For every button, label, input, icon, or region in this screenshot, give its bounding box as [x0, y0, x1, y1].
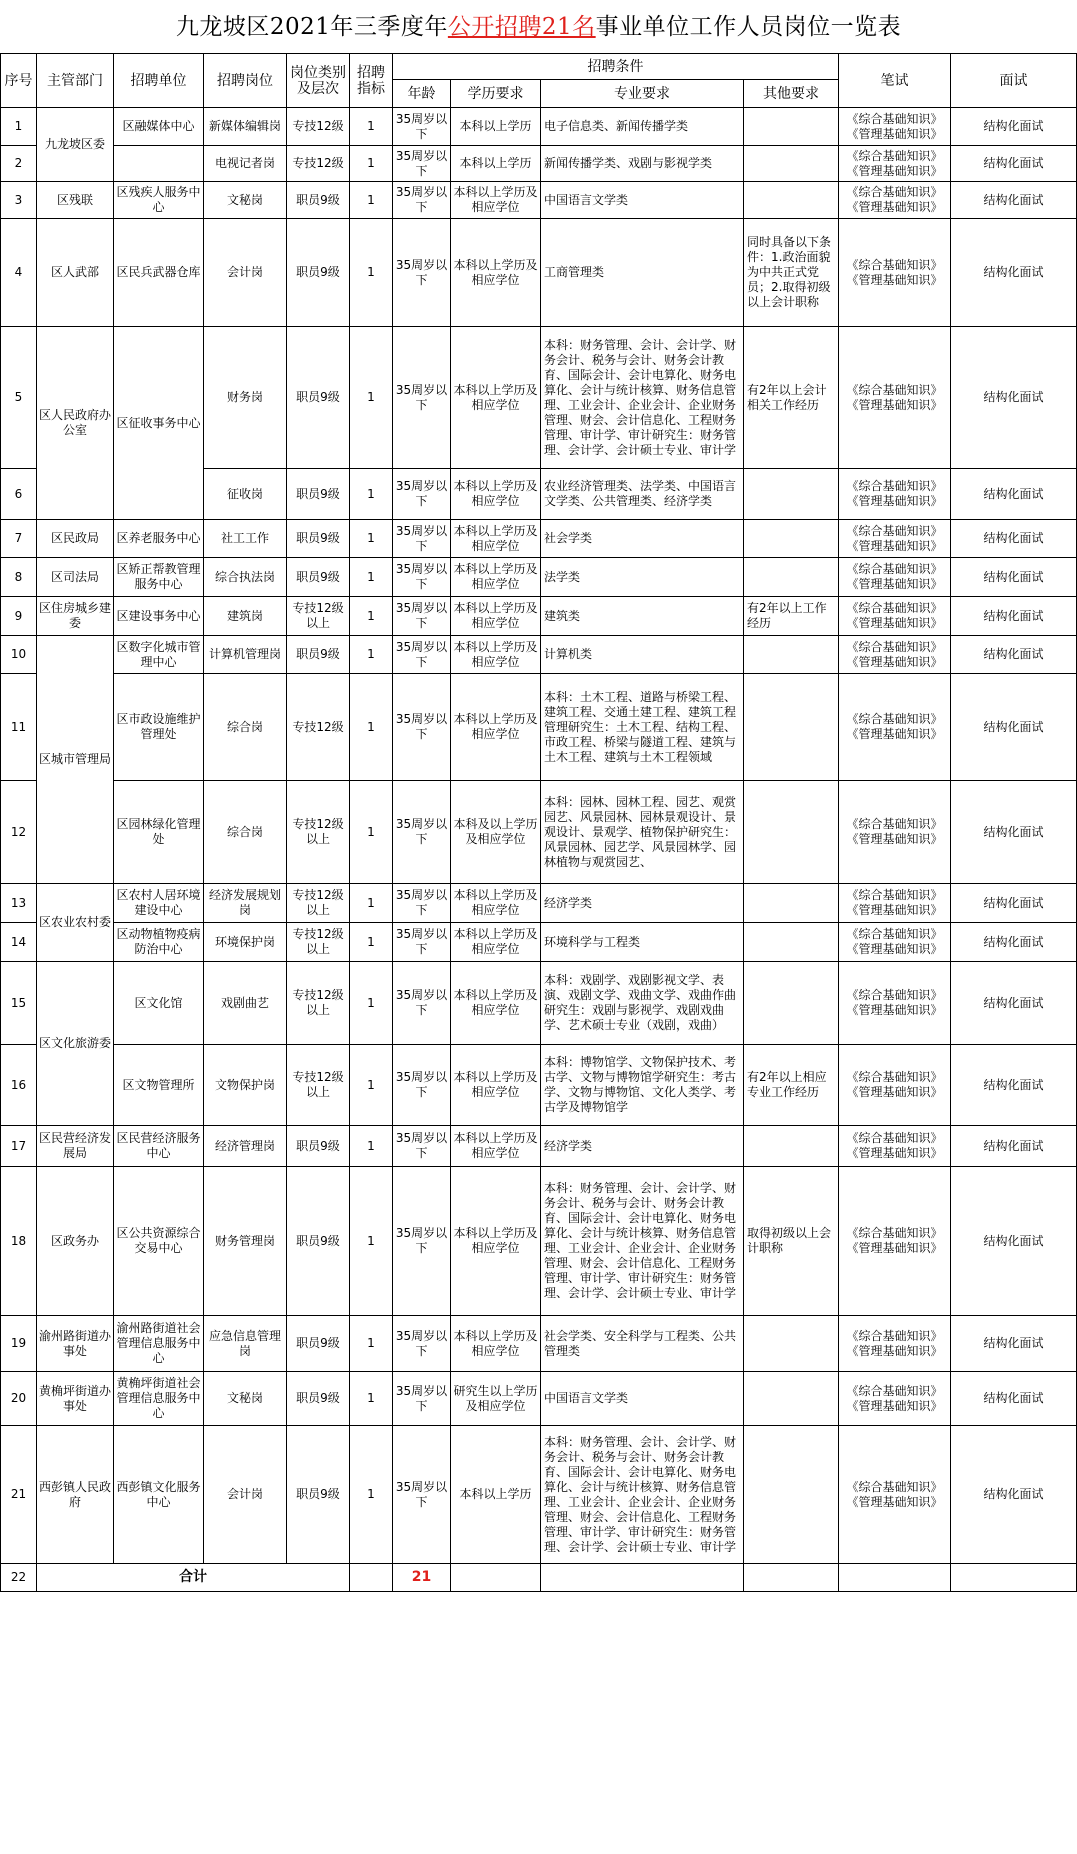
row-education: 本科以上学历及相应学位: [451, 1045, 541, 1126]
row-dept: 九龙坡区委: [37, 108, 114, 182]
row-other: [744, 1126, 839, 1167]
row-count: 1: [350, 1426, 393, 1564]
row-education: 本科以上学历及相应学位: [451, 219, 541, 327]
row-dept: 渝州路街道办事处: [37, 1316, 114, 1372]
row-post: 环境保护岗: [204, 923, 287, 962]
row-interview: 结构化面试: [951, 884, 1077, 923]
row-post: 文秘岗: [204, 182, 287, 219]
row-count: 1: [350, 1126, 393, 1167]
title-suffix: 事业单位工作人员岗位一览表: [595, 14, 902, 40]
row-other: [744, 781, 839, 884]
total-empty-cell: [541, 1564, 744, 1592]
row-age: 35周岁以下: [393, 1045, 451, 1126]
row-post: 应急信息管理岗: [204, 1316, 287, 1372]
row-other: [744, 469, 839, 520]
row-other: 有2年以上会计相关工作经历: [744, 327, 839, 469]
row-written: 《综合基础知识》《管理基础知识》: [839, 219, 951, 327]
table-row: [1, 1167, 1077, 1316]
row-category: 职员9级: [287, 469, 350, 520]
row-count: 1: [350, 597, 393, 636]
row-age: 35周岁以下: [393, 884, 451, 923]
row-unit: 区建设事务中心: [114, 597, 204, 636]
row-interview: 结构化面试: [951, 636, 1077, 674]
row-major: 本科：财务管理、会计、会计学、财务会计、税务与会计、财务会计教育、国际会计、会计电算化、财务电算化、会计与统计核算、财务信息管理、工业会计、企业会计、企业财务管理、财会、会计信息化、工程财务管理、审计学、审计研究生：财务管理、会计学、会计硕士专业、审计学: [541, 1167, 744, 1316]
row-written: 《综合基础知识》《管理基础知识》: [839, 520, 951, 558]
row-written: 《综合基础知识》《管理基础知识》: [839, 1167, 951, 1316]
row-age: 35周岁以下: [393, 108, 451, 146]
row-category: 专技12级: [287, 108, 350, 146]
row-index: 18: [1, 1167, 37, 1316]
table-row: [1, 108, 1077, 146]
row-category: 专技12级: [287, 674, 350, 781]
row-dept: 区民政局: [37, 520, 114, 558]
row-dept: 西彭镇人民政府: [37, 1426, 114, 1564]
table-row: [1, 674, 1077, 781]
row-unit: 区文化馆: [114, 962, 204, 1045]
row-other: 有2年以上相应专业工作经历: [744, 1045, 839, 1126]
row-category: 职员9级: [287, 1167, 350, 1316]
row-major: 本科：博物馆学、文物保护技术、考古学、文物与博物馆学研究生：考古学、文物与博物馆、文化人类学、考古学及博物馆学: [541, 1045, 744, 1126]
row-category: 职员9级: [287, 1372, 350, 1426]
row-interview: 结构化面试: [951, 674, 1077, 781]
total-empty-cell: [951, 1564, 1077, 1592]
row-age: 35周岁以下: [393, 327, 451, 469]
row-major: 经济学类: [541, 884, 744, 923]
row-age: 35周岁以下: [393, 781, 451, 884]
row-education: 本科以上学历及相应学位: [451, 520, 541, 558]
row-unit: 区园林绿化管理处: [114, 781, 204, 884]
table-row: [1, 884, 1077, 923]
row-index: 16: [1, 1045, 37, 1126]
table-body: [1, 108, 1077, 1592]
row-count: 1: [350, 781, 393, 884]
row-education: 本科以上学历: [451, 1426, 541, 1564]
row-interview: 结构化面试: [951, 1126, 1077, 1167]
row-major: 法学类: [541, 558, 744, 597]
row-age: 35周岁以下: [393, 674, 451, 781]
row-count: 1: [350, 182, 393, 219]
row-category: 职员9级: [287, 520, 350, 558]
row-unit: 区民营经济服务中心: [114, 1126, 204, 1167]
row-age: 35周岁以下: [393, 558, 451, 597]
row-written: 《综合基础知识》《管理基础知识》: [839, 884, 951, 923]
row-major: 本科：财务管理、会计、会计学、财务会计、税务与会计、财务会计教育、国际会计、会计电算化、财务电算化、会计与统计核算、财务信息管理、工业会计、企业会计、企业财务管理、财会、会计信息化、工程财务管理、审计学、审计研究生：财务管理、会计学、会计硕士专业、审计学: [541, 327, 744, 469]
row-education: 本科以上学历及相应学位: [451, 1316, 541, 1372]
row-education: 本科以上学历及相应学位: [451, 1126, 541, 1167]
row-written: 《综合基础知识》《管理基础知识》: [839, 1316, 951, 1372]
row-dept: 区司法局: [37, 558, 114, 597]
header-count: 招聘指标: [350, 54, 393, 108]
row-age: 35周岁以下: [393, 923, 451, 962]
row-count: 1: [350, 327, 393, 469]
row-dept: 区住房城乡建委: [37, 597, 114, 636]
row-dept: 区民营经济发展局: [37, 1126, 114, 1167]
row-count: 1: [350, 146, 393, 182]
row-index: 11: [1, 674, 37, 781]
row-education: 本科以上学历及相应学位: [451, 923, 541, 962]
row-written: 《综合基础知识》《管理基础知识》: [839, 469, 951, 520]
table-row: [1, 219, 1077, 327]
row-post: 财务岗: [204, 327, 287, 469]
header-interview: 面试: [951, 54, 1077, 108]
table-row: [1, 1316, 1077, 1372]
row-category: 职员9级: [287, 1426, 350, 1564]
table-row: [1, 962, 1077, 1045]
row-count: 1: [350, 1316, 393, 1372]
row-education: 本科以上学历及相应学位: [451, 1167, 541, 1316]
table-row: [1, 781, 1077, 884]
row-education: 本科以上学历及相应学位: [451, 674, 541, 781]
row-post: 会计岗: [204, 1426, 287, 1564]
row-interview: 结构化面试: [951, 597, 1077, 636]
row-unit: 区残疾人服务中心: [114, 182, 204, 219]
row-other: [744, 884, 839, 923]
row-education: 本科以上学历及相应学位: [451, 597, 541, 636]
row-other: 取得初级以上会计职称: [744, 1167, 839, 1316]
row-interview: 结构化面试: [951, 558, 1077, 597]
row-post: 综合岗: [204, 674, 287, 781]
row-count: 1: [350, 469, 393, 520]
row-written: 《综合基础知识》《管理基础知识》: [839, 108, 951, 146]
row-written: 《综合基础知识》《管理基础知识》: [839, 146, 951, 182]
row-major: 农业经济管理类、法学类、中国语言文学类、公共管理类、经济学类: [541, 469, 744, 520]
row-major: 环境科学与工程类: [541, 923, 744, 962]
row-unit: 区动物植物疫病防治中心: [114, 923, 204, 962]
row-count: 1: [350, 219, 393, 327]
row-post: 文物保护岗: [204, 1045, 287, 1126]
row-interview: 结构化面试: [951, 182, 1077, 219]
row-dept: 区城市管理局: [37, 636, 114, 884]
total-empty-cell: [744, 1564, 839, 1592]
row-other: [744, 182, 839, 219]
row-major: 工商管理类: [541, 219, 744, 327]
total-category: [350, 1564, 393, 1592]
row-unit: 黄桷坪街道社会管理信息服务中心: [114, 1372, 204, 1426]
row-age: 35周岁以下: [393, 1126, 451, 1167]
row-interview: 结构化面试: [951, 469, 1077, 520]
row-unit: 区数字化城市管理中心: [114, 636, 204, 674]
row-education: 本科以上学历及相应学位: [451, 636, 541, 674]
row-written: 《综合基础知识》《管理基础知识》: [839, 636, 951, 674]
title-prefix: 九龙坡区2021年三季度年: [175, 14, 448, 40]
row-category: 专技12级以上: [287, 1045, 350, 1126]
row-index: 5: [1, 327, 37, 469]
row-interview: 结构化面试: [951, 1316, 1077, 1372]
row-index: 6: [1, 469, 37, 520]
row-unit: [114, 146, 204, 182]
row-post: 社工工作: [204, 520, 287, 558]
row-education: 研究生以上学历及相应学位: [451, 1372, 541, 1426]
row-post: 会计岗: [204, 219, 287, 327]
row-post: 综合岗: [204, 781, 287, 884]
row-unit: 渝州路街道社会管理信息服务中心: [114, 1316, 204, 1372]
row-dept: 区文化旅游委: [37, 962, 114, 1126]
row-education: 本科以上学历及相应学位: [451, 962, 541, 1045]
row-other: [744, 108, 839, 146]
row-major: 电子信息类、新闻传播学类: [541, 108, 744, 146]
row-category: 专技12级以上: [287, 597, 350, 636]
row-age: 35周岁以下: [393, 1426, 451, 1564]
row-category: 专技12级: [287, 146, 350, 182]
row-interview: 结构化面试: [951, 520, 1077, 558]
row-education: 本科以上学历及相应学位: [451, 558, 541, 597]
row-dept: 区人民政府办公室: [37, 327, 114, 520]
row-major: 新闻传播学类、戏剧与影视学类: [541, 146, 744, 182]
table-row: [1, 923, 1077, 962]
row-category: 职员9级: [287, 182, 350, 219]
row-education: 本科及以上学历及相应学位: [451, 781, 541, 884]
total-empty-cell: [839, 1564, 951, 1592]
row-written: 《综合基础知识》《管理基础知识》: [839, 962, 951, 1045]
row-category: 专技12级以上: [287, 962, 350, 1045]
table-row: [1, 558, 1077, 597]
row-age: 35周岁以下: [393, 636, 451, 674]
row-interview: 结构化面试: [951, 219, 1077, 327]
row-dept: 区政务办: [37, 1167, 114, 1316]
row-written: 《综合基础知识》《管理基础知识》: [839, 1045, 951, 1126]
row-category: 专技12级以上: [287, 781, 350, 884]
row-major: 中国语言文学类: [541, 182, 744, 219]
row-major: 建筑类: [541, 597, 744, 636]
table-row: [1, 597, 1077, 636]
row-written: 《综合基础知识》《管理基础知识》: [839, 1426, 951, 1564]
recruitment-table: [0, 53, 1077, 1592]
row-written: 《综合基础知识》《管理基础知识》: [839, 923, 951, 962]
row-education: 本科以上学历: [451, 146, 541, 182]
row-major: 计算机类: [541, 636, 744, 674]
table-row: [1, 1426, 1077, 1564]
row-category: 职员9级: [287, 219, 350, 327]
row-dept: 区农业农村委: [37, 884, 114, 962]
row-major: 中国语言文学类: [541, 1372, 744, 1426]
row-age: 35周岁以下: [393, 146, 451, 182]
row-index: 7: [1, 520, 37, 558]
row-major: 经济学类: [541, 1126, 744, 1167]
header-education: 学历要求: [451, 80, 541, 108]
row-age: 35周岁以下: [393, 1372, 451, 1426]
row-post: 经济管理岗: [204, 1126, 287, 1167]
table-row: [1, 1045, 1077, 1126]
row-interview: 结构化面试: [951, 146, 1077, 182]
header-written: 笔试: [839, 54, 951, 108]
row-category: 职员9级: [287, 1126, 350, 1167]
row-dept: 黄桷坪街道办事处: [37, 1372, 114, 1426]
row-count: 1: [350, 558, 393, 597]
row-unit: 西彭镇文化服务中心: [114, 1426, 204, 1564]
row-interview: 结构化面试: [951, 1372, 1077, 1426]
row-interview: 结构化面试: [951, 781, 1077, 884]
row-index: 17: [1, 1126, 37, 1167]
row-unit: 区公共资源综合交易中心: [114, 1167, 204, 1316]
row-other: [744, 558, 839, 597]
row-index: 21: [1, 1426, 37, 1564]
row-category: 专技12级以上: [287, 923, 350, 962]
row-post: 财务管理岗: [204, 1167, 287, 1316]
row-education: 本科以上学历及相应学位: [451, 327, 541, 469]
row-post: 经济发展规划岗: [204, 884, 287, 923]
total-index: 22: [1, 1564, 37, 1592]
row-dept: 区人武部: [37, 219, 114, 327]
row-written: 《综合基础知识》《管理基础知识》: [839, 674, 951, 781]
row-unit: 区文物管理所: [114, 1045, 204, 1126]
header-dept: 主管部门: [37, 54, 114, 108]
row-dept: 区残联: [37, 182, 114, 219]
table-row: [1, 1372, 1077, 1426]
row-index: 20: [1, 1372, 37, 1426]
row-age: 35周岁以下: [393, 962, 451, 1045]
row-post: 征收岗: [204, 469, 287, 520]
row-interview: 结构化面试: [951, 923, 1077, 962]
row-interview: 结构化面试: [951, 1167, 1077, 1316]
row-age: 35周岁以下: [393, 469, 451, 520]
row-category: 专技12级以上: [287, 884, 350, 923]
header-category: 岗位类别及层次: [287, 54, 350, 108]
row-category: 职员9级: [287, 327, 350, 469]
row-major: 本科：土木工程、道路与桥梁工程、建筑工程、交通土建工程、建筑工程管理研究生：土木工程、结构工程、市政工程、桥梁与隧道工程、建筑与土木工程、建筑与土木工程领域: [541, 674, 744, 781]
row-interview: 结构化面试: [951, 1426, 1077, 1564]
row-count: 1: [350, 674, 393, 781]
row-post: 电视记者岗: [204, 146, 287, 182]
row-other: [744, 923, 839, 962]
row-major: 社会学类: [541, 520, 744, 558]
row-post: 建筑岗: [204, 597, 287, 636]
table-row: [1, 146, 1077, 182]
row-other: [744, 520, 839, 558]
row-category: 职员9级: [287, 1316, 350, 1372]
row-unit: 区融媒体中心: [114, 108, 204, 146]
row-other: [744, 636, 839, 674]
header-conditions: 招聘条件: [393, 54, 839, 80]
row-post: 新媒体编辑岗: [204, 108, 287, 146]
row-interview: 结构化面试: [951, 962, 1077, 1045]
row-written: 《综合基础知识》《管理基础知识》: [839, 182, 951, 219]
row-written: 《综合基础知识》《管理基础知识》: [839, 1372, 951, 1426]
row-index: 9: [1, 597, 37, 636]
header-index: 序号: [1, 54, 37, 108]
table-row: [1, 520, 1077, 558]
row-education: 本科以上学历及相应学位: [451, 469, 541, 520]
total-row: [1, 1564, 1077, 1592]
row-other: [744, 1316, 839, 1372]
row-count: 1: [350, 1372, 393, 1426]
row-other: [744, 962, 839, 1045]
title-highlight: 公开招聘21名: [447, 14, 596, 40]
table-row: [1, 636, 1077, 674]
row-education: 本科以上学历及相应学位: [451, 884, 541, 923]
row-count: 1: [350, 962, 393, 1045]
row-other: 同时具备以下条件：1.政治面貌为中共正式党员；2.取得初级以上会计职称: [744, 219, 839, 327]
header-other: 其他要求: [744, 80, 839, 108]
row-written: 《综合基础知识》《管理基础知识》: [839, 558, 951, 597]
row-category: 职员9级: [287, 558, 350, 597]
row-post: 计算机管理岗: [204, 636, 287, 674]
row-major: 社会学类、安全科学与工程类、公共管理类: [541, 1316, 744, 1372]
row-written: 《综合基础知识》《管理基础知识》: [839, 1126, 951, 1167]
row-index: 10: [1, 636, 37, 674]
row-other: [744, 674, 839, 781]
table-row: [1, 182, 1077, 219]
row-unit: 区市政设施维护管理处: [114, 674, 204, 781]
total-empty-cell: [451, 1564, 541, 1592]
row-written: 《综合基础知识》《管理基础知识》: [839, 597, 951, 636]
row-unit: 区民兵武器仓库: [114, 219, 204, 327]
row-unit: 区征收事务中心: [114, 327, 204, 520]
row-post: 文秘岗: [204, 1372, 287, 1426]
header-age: 年龄: [393, 80, 451, 108]
row-other: [744, 1372, 839, 1426]
row-interview: 结构化面试: [951, 327, 1077, 469]
row-written: 《综合基础知识》《管理基础知识》: [839, 781, 951, 884]
header-post: 招聘岗位: [204, 54, 287, 108]
row-unit: 区农村人居环境建设中心: [114, 884, 204, 923]
row-education: 本科以上学历: [451, 108, 541, 146]
table-row: [1, 1126, 1077, 1167]
row-count: 1: [350, 108, 393, 146]
row-age: 35周岁以下: [393, 219, 451, 327]
row-unit: 区养老服务中心: [114, 520, 204, 558]
total-label: 合计: [37, 1564, 350, 1592]
table-row: [1, 327, 1077, 469]
row-age: 35周岁以下: [393, 1167, 451, 1316]
row-index: 8: [1, 558, 37, 597]
row-interview: 结构化面试: [951, 1045, 1077, 1126]
row-post: 戏剧曲艺: [204, 962, 287, 1045]
row-count: 1: [350, 636, 393, 674]
row-index: 14: [1, 923, 37, 962]
header-unit: 招聘单位: [114, 54, 204, 108]
row-age: 35周岁以下: [393, 1316, 451, 1372]
row-count: 1: [350, 1045, 393, 1126]
page-title: [0, 0, 1077, 53]
row-major: 本科：戏剧学、戏剧影视文学、表演、戏剧文学、戏曲文学、戏曲作曲研究生：戏剧与影视学、戏剧戏曲学、艺术硕士专业（戏剧，戏曲）: [541, 962, 744, 1045]
row-age: 35周岁以下: [393, 520, 451, 558]
row-index: 12: [1, 781, 37, 884]
row-major: 本科：园林、园林工程、园艺、观赏园艺、风景园林、园林景观设计、景观设计、景观学、植物保护研究生：风景园林、园艺学、风景园林学、园林植物与观赏园艺、: [541, 781, 744, 884]
row-count: 1: [350, 1167, 393, 1316]
row-major: 本科：财务管理、会计、会计学、财务会计、税务与会计、财务会计教育、国际会计、会计电算化、财务电算化、会计与统计核算、财务信息管理、工业会计、企业会计、企业财务管理、财会、会计信息化、工程财务管理、审计学、审计研究生：财务管理、会计学、会计硕士专业、审计学: [541, 1426, 744, 1564]
row-other: 有2年以上工作经历: [744, 597, 839, 636]
row-other: [744, 1426, 839, 1564]
row-category: 职员9级: [287, 636, 350, 674]
row-unit: 区矫正帮教管理服务中心: [114, 558, 204, 597]
row-index: 13: [1, 884, 37, 923]
row-post: 综合执法岗: [204, 558, 287, 597]
row-count: 1: [350, 923, 393, 962]
total-count: 21: [393, 1564, 451, 1592]
row-written: 《综合基础知识》《管理基础知识》: [839, 327, 951, 469]
row-index: 19: [1, 1316, 37, 1372]
row-age: 35周岁以下: [393, 597, 451, 636]
row-index: 2: [1, 146, 37, 182]
header-major: 专业要求: [541, 80, 744, 108]
row-index: 3: [1, 182, 37, 219]
row-other: [744, 146, 839, 182]
row-count: 1: [350, 520, 393, 558]
row-interview: 结构化面试: [951, 108, 1077, 146]
row-age: 35周岁以下: [393, 182, 451, 219]
row-education: 本科以上学历及相应学位: [451, 182, 541, 219]
row-index: 15: [1, 962, 37, 1045]
row-index: 4: [1, 219, 37, 327]
row-index: 1: [1, 108, 37, 146]
row-count: 1: [350, 884, 393, 923]
